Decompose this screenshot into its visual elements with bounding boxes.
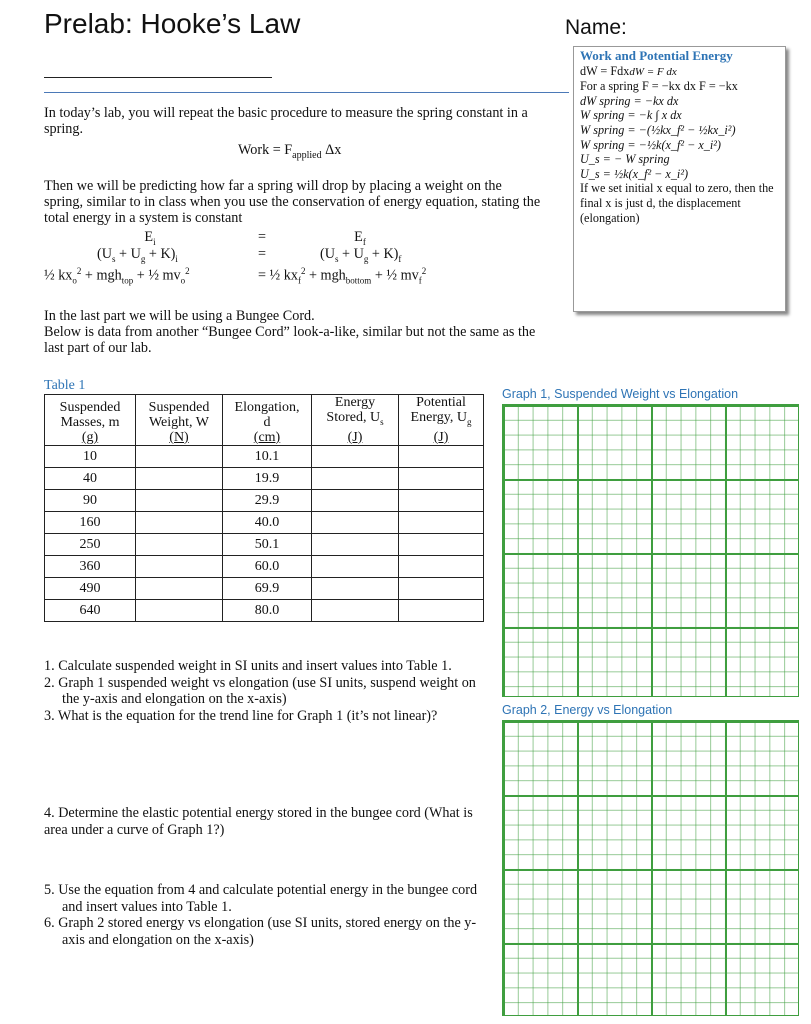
sidebar-line: U_s = − W spring [580, 152, 670, 167]
work-equation: Work = $F_{applied}$ Δx [238, 142, 342, 161]
table-cell: 640 [45, 599, 136, 621]
table-cell [399, 555, 484, 577]
table-cell [312, 511, 399, 533]
question-2: 2. Graph 1 suspended weight vs elongation (use SI units, suspend weight on the y-axis and elongation on the x-axis) [44, 674, 476, 707]
table-row [45, 533, 484, 555]
eq-equals: = [258, 229, 267, 245]
table-cell [312, 577, 399, 599]
table-cell: 40.0 [223, 511, 312, 533]
table-cell [136, 599, 223, 621]
table-cell [136, 555, 223, 577]
table-row [45, 599, 484, 621]
table-cell [312, 445, 399, 467]
table-cell [136, 577, 223, 599]
col-header-weight: Suspended Weight, W (N) [136, 395, 223, 446]
question-list-2 [44, 882, 489, 948]
table-cell [312, 533, 399, 555]
name-label: Name: [565, 16, 627, 39]
data-table [44, 394, 484, 622]
table-cell: 490 [45, 577, 136, 599]
question-5: 5. Use the equation from 4 and calculate potential energy in the bungee cord and insert values into Table 1. [44, 882, 478, 915]
sidebar-line: For a spring F = −kx dx F = −kx [580, 79, 738, 94]
table-cell [136, 533, 223, 555]
table-row [45, 445, 484, 467]
name-underline [44, 77, 272, 78]
table-row [45, 577, 484, 599]
table-cell [399, 599, 484, 621]
sidebar-line: dW = FdxdW = F dx [580, 63, 677, 78]
col-header-mass: Suspended Masses, m (g) [45, 395, 136, 446]
page-title: Prelab: Hooke’s Law [44, 8, 301, 39]
table-cell: 40 [45, 467, 136, 489]
sidebar-line: U_s = ½k(x_f² − x_i²) [580, 166, 689, 181]
table-row [45, 489, 484, 511]
sidebar-line: W spring = −(½kx_f² − ½kx_i²) [580, 122, 736, 137]
eq-initial-terms: $(U_s + U_g + K)_i$ [97, 246, 178, 264]
eq-final-expanded: = ½ $kx_f^2 + mgh_{bottom}$ + ½ $mv_f^2$ [258, 266, 427, 286]
sidebar-line: dW spring = −kx dx [580, 93, 679, 108]
table-header-row [45, 395, 484, 446]
table-cell [136, 445, 223, 467]
table-cell [399, 511, 484, 533]
table-cell: 50.1 [223, 533, 312, 555]
table-cell: 90 [45, 489, 136, 511]
table-cell [312, 599, 399, 621]
work-energy-heading: Work and Potential Energy [580, 48, 733, 63]
table-cell [136, 467, 223, 489]
table-cell: 250 [45, 533, 136, 555]
table-cell: 10 [45, 445, 136, 467]
intro-paragraph-1: In today’s lab, you will repeat the basic procedure to measure the spring constant in a spring. [44, 105, 528, 137]
col-header-energy-stored: Energy Stored, $U_s$ (J) [312, 395, 399, 446]
sidebar-line: W spring = −½k(x_f² − x_i²) [580, 137, 721, 152]
table-cell [312, 489, 399, 511]
eq-ei: $E_i$ [144, 229, 156, 247]
graph-2-caption: Graph 2, Energy vs Elongation [502, 703, 673, 717]
table-cell: 360 [45, 555, 136, 577]
table-cell [399, 489, 484, 511]
table-cell: 29.9 [223, 489, 312, 511]
table-cell [399, 577, 484, 599]
question-6: 6. Graph 2 stored energy vs elongation (use SI units, stored energy on the y-axis and elongation on the x-axis) [44, 915, 477, 948]
eq-equals-2: = [258, 246, 267, 262]
eq-final-terms: $(U_s + U_g + K)_f$ [320, 246, 402, 264]
table-cell [399, 445, 484, 467]
eq-ef: $E_f$ [354, 229, 366, 247]
question-3: 3. What is the equation for the trend line for Graph 1 (it’s not linear)? [44, 707, 438, 724]
intro-paragraph-3: In the last part we will be using a Bungee Cord. [44, 308, 315, 324]
table-cell: 19.9 [223, 467, 312, 489]
table-cell [399, 533, 484, 555]
graph-1-grid [502, 404, 799, 697]
table-cell: 80.0 [223, 599, 312, 621]
sidebar-line: W spring = −k ∫ x dx [580, 108, 682, 123]
work-energy-box [573, 46, 786, 312]
col-header-potential: Potential Energy, $U_g$ (J) [399, 395, 484, 446]
header-divider [44, 92, 569, 93]
question-list [44, 658, 489, 724]
intro-paragraph-2: Then we will be predicting how far a spring will drop by placing a weight on the spring, similar to in class when you use the conservation of energy equation, stating the total energy in a system is constant [44, 178, 541, 226]
table-row [45, 555, 484, 577]
table-cell: 69.9 [223, 577, 312, 599]
table-caption: Table 1 [44, 378, 86, 393]
table-cell [399, 467, 484, 489]
table-row [45, 467, 484, 489]
sidebar-note: If we set initial x equal to zero, then the final x is just d, the displacement (elongation) [580, 181, 774, 225]
table-cell [136, 489, 223, 511]
question-1: 1. Calculate suspended weight in SI units and insert values into Table 1. [44, 658, 452, 674]
table-cell: 160 [45, 511, 136, 533]
table-cell [136, 511, 223, 533]
eq-initial-expanded: ½ $kx_o^2 + mgh_{top}$ + ½ $mv_o^2$ [44, 266, 190, 286]
table-row [45, 511, 484, 533]
col-header-elongation: Elongation, d (cm) [223, 395, 312, 446]
table-cell: 10.1 [223, 445, 312, 467]
graph-2-grid [502, 720, 799, 1016]
table-cell: 60.0 [223, 555, 312, 577]
intro-paragraph-4: Below is data from another “Bungee Cord” look-a-like, similar but not the same as the last part of our lab. [44, 324, 536, 356]
graph-1-caption: Graph 1, Suspended Weight vs Elongation [502, 387, 739, 401]
question-4: 4. Determine the elastic potential energy stored in the bungee cord (What is area under a curve of Graph 1?) [44, 805, 473, 838]
table-cell [312, 555, 399, 577]
table-cell [312, 467, 399, 489]
